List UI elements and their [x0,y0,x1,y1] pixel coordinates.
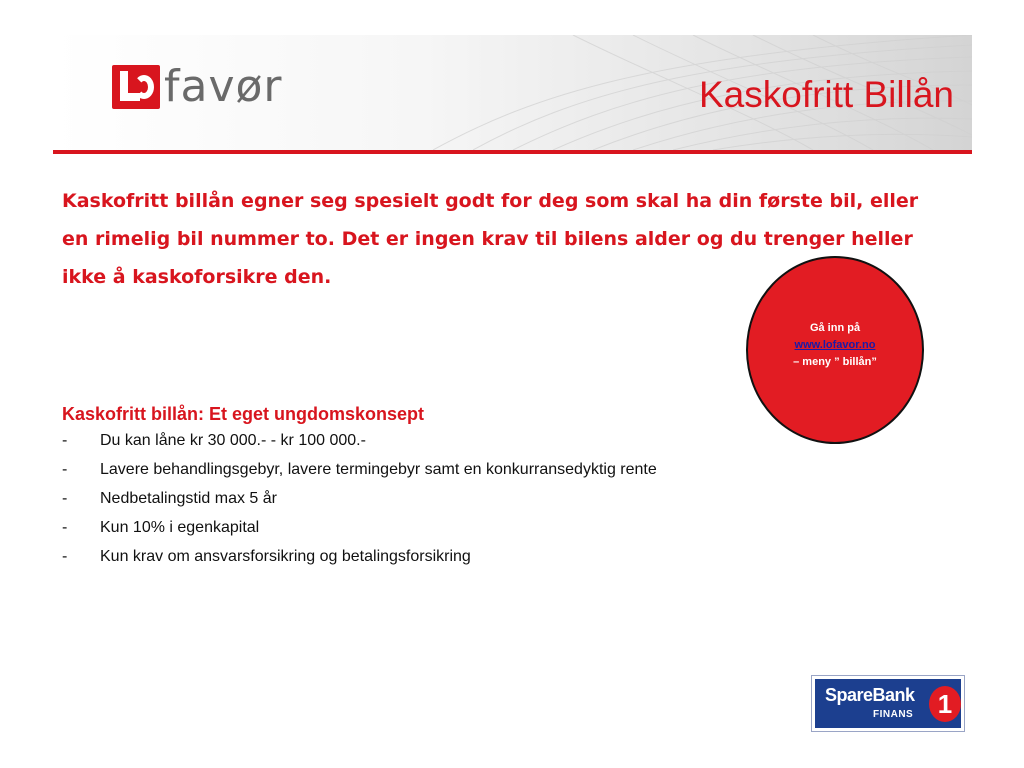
list-item-text: Kun krav om ansvarsforsikring og betalingsforsikring [100,548,471,565]
sparebank-finans-logo [811,675,965,732]
list-item: - Lavere behandlingsgebyr, lavere termingebyr samt en konkurransedyktig rente [62,461,657,490]
list-item: - Kun 10% i egenkapital [62,519,657,548]
list-item-text: Du kan låne kr 30 000.- - kr 100 000.- [100,432,366,449]
list-item: - Kun krav om ansvarsforsikring og betalingsforsikring [62,548,657,577]
section-heading: Kaskofritt billån: Et eget ungdomskonsept [62,404,425,424]
lofavor-logo [112,61,283,112]
list-item: - Du kan låne kr 30 000.- - kr 100 000.- [62,432,657,461]
lo-mark-icon [112,65,160,109]
sparebank-one-icon: 1 [929,686,961,722]
feature-list [62,432,657,577]
intro-paragraph: Kaskofritt billån egner seg spesielt godt for deg som skal ha din første bil, eller en rimelig bil nummer to. Det er ingen krav til bilens alder og du trenger heller ikke å kaskoforsikre den. [62,190,919,288]
header-divider [53,150,972,154]
list-item-text: Lavere behandlingsgebyr, lavere termingebyr samt en konkurransedyktig rente [100,461,657,478]
logo-text: favør [164,61,283,112]
list-item-text: Nedbetalingstid max 5 år [100,490,277,507]
callout-text [748,320,922,371]
callout-line-1: Gå inn på [809,322,861,334]
lofavor-link[interactable]: www.lofavor.no [794,339,876,351]
sparebank-sub: FINANS [873,709,914,720]
callout-circle [746,256,924,444]
list-item: - Nedbetalingstid max 5 år [62,490,657,519]
list-item-text: Kun 10% i egenkapital [100,519,260,536]
page-title: Kaskofritt Billån [699,74,954,115]
callout-line-3: – meny ” billån” [793,356,877,368]
sparebank-name: SpareBank [825,685,915,705]
